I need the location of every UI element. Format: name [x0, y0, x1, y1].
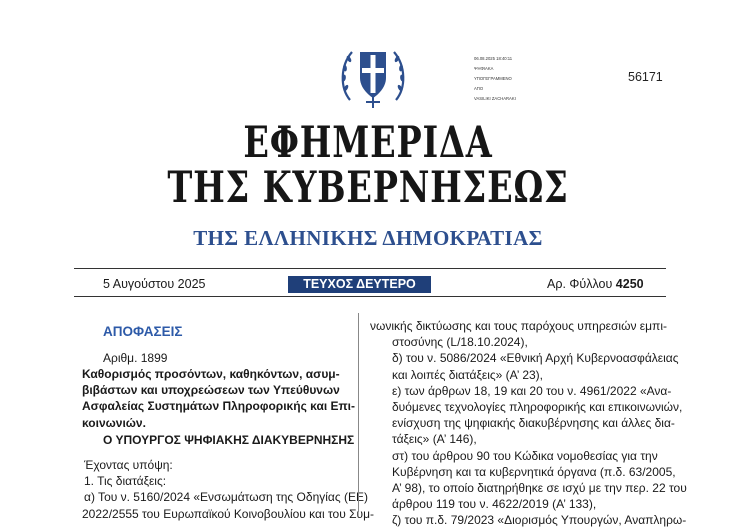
decision-title-line: Καθορισμός προσόντων, καθηκόντων, ασυμ-: [82, 367, 340, 381]
right-column-body: [370, 318, 687, 529]
gazette-title-line2: ΤΗΣ ΚΥΒΕΡΝΗΣΕΩΣ: [167, 163, 569, 213]
decision-title-line: Ασφαλείας Συστημάτων Πληροφορικής και Επι-: [82, 399, 356, 414]
digital-signature-block: [474, 54, 564, 104]
body-line: στοσύνης (L/18.10.2024),: [392, 335, 528, 350]
republic-subtitle: ΤΗΣ ΕΛΛΗΝΙΚΗΣ ΔΗΜΟΚΡΑΤΙΑΣ: [193, 226, 543, 250]
provision-item-a-line: 2022/2555 του Ευρωπαϊκού Κοινοβουλίου και του Συμ-: [82, 506, 374, 521]
signature-line: ΥΠΟΓΕΓΡΑΜΜΕΝΟ: [474, 76, 512, 81]
issue-series-badge: ΤΕΥΧΟΣ ΔΕΥΤΕΡΟ: [288, 276, 431, 293]
body-line: τάξεις» (Α’ 146),: [392, 432, 477, 447]
considering-line: Έχοντας υπόψη:: [84, 458, 173, 472]
section-heading: ΑΠΟΦΑΣΕΙΣ: [103, 324, 183, 339]
provision-item-1: 1. Τις διατάξεις:: [84, 474, 167, 489]
column-divider: [358, 313, 359, 512]
sheet-number: [547, 277, 644, 291]
body-line: δ) του ν. 5086/2024 «Εθνική Αρχή Κυβερνοασφάλειας: [392, 351, 679, 366]
signature-line: VASILIKI ZACHARAKI: [474, 96, 516, 101]
decision-title-line: κοινωνιών.: [82, 415, 146, 430]
minister-heading: Ο ΥΠΟΥΡΓΟΣ ΨΗΦΙΑΚΗΣ ΔΙΑΚΥΒΕΡΝΗΣΗΣ: [103, 433, 355, 447]
body-line: ενίσχυση της ψηφιακής διακυβέρνησης και άλλες δια-: [392, 416, 675, 431]
body-line: άρθρου 119 του ν. 4622/2019 (Α’ 133),: [392, 497, 597, 512]
body-line: ζ) του π.δ. 79/2023 «Διορισμός Υπουργών, Αναπληρω-: [392, 513, 687, 528]
body-line: και λοιπές διατάξεις» (Α’ 23),: [392, 367, 544, 382]
decision-title-line: βιβάστων και υποχρεώσεων των Υπεύθυνων: [82, 383, 340, 398]
sheet-number-value: 4250: [615, 277, 644, 291]
issue-date: 5 Αυγούστου 2025: [103, 277, 206, 291]
body-line: δυόμενες τεχνολογίες πληροφορικής και επικοινωνιών,: [392, 400, 683, 415]
signature-line: ΑΠΟ: [474, 86, 484, 91]
header-rule-bottom: [74, 296, 666, 297]
page-number: 56171: [628, 70, 663, 84]
header-rule-top: [74, 268, 666, 269]
decision-title: [82, 366, 356, 431]
preamble-body: [82, 457, 374, 522]
body-line: ε) των άρθρων 18, 19 και 20 του ν. 4961/2022 «Ανα-: [392, 383, 672, 398]
body-line: νωνικής δικτύωσης και τους παρόχους υπηρεσιών εμπι-: [370, 319, 667, 333]
provision-item-a-line: α) Του ν. 5160/2024 «Ενσωμάτωση της Οδηγίας (ΕΕ): [84, 490, 368, 505]
signature-line: 06.08.2025 18:40:11: [474, 56, 513, 61]
sheet-label: Αρ. Φύλλου: [547, 277, 613, 291]
hellenic-republic-coat-of-arms-icon: [336, 38, 410, 112]
decision-number: Αριθμ. 1899: [103, 351, 168, 365]
body-line: Α’ 98), το οποίο διατηρήθηκε σε ισχύ με την περ. 22 του: [392, 481, 687, 496]
signature-line: ΨΗΦΙΑΚΑ: [474, 66, 494, 71]
gazette-title-line1: ΕΦΗΜΕΡΙΔΑ: [243, 118, 493, 168]
body-line: Κυβέρνηση και τα κυβερνητικά όργανα (π.δ. 63/2005,: [392, 464, 676, 479]
body-line: στ) του άρθρου 90 του Κώδικα νομοθεσίας για την: [392, 448, 658, 463]
